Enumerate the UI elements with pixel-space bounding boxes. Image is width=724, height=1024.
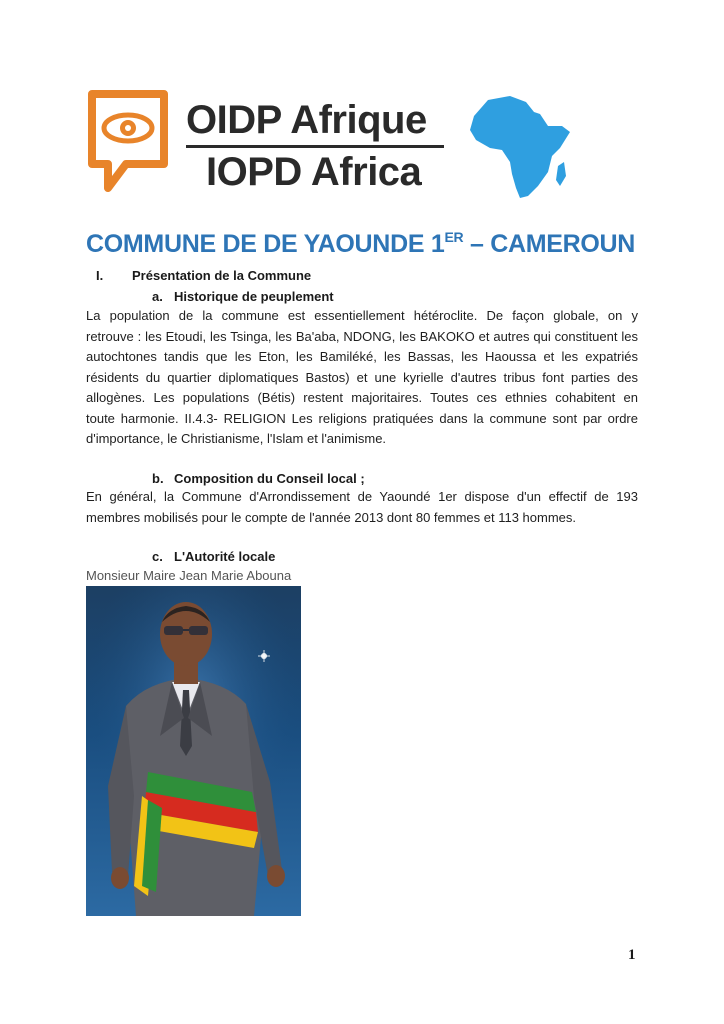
africa-map-icon (466, 92, 574, 202)
page-number: 1 (628, 947, 636, 963)
logo-title-english: IOPD Africa (206, 150, 422, 194)
eye-speech-bubble-icon (86, 88, 172, 196)
photo-caption: Monsieur Maire Jean Marie Abouna (86, 568, 292, 583)
text-line: toute harmonie. II.4.3- RELIGION Les religions pratiquées dans la commune sont par ordre (86, 410, 638, 426)
subsection-heading-c: c. L'Autorité locale (152, 549, 276, 564)
page-title: COMMUNE DE DE YAOUNDE 1ER – CAMEROUN (86, 229, 636, 258)
text-line: retrouve : les Etoudi, les Tsinga, les Ba'aba, NDONG, les BAKOKO et autres qui constituent les (86, 328, 638, 344)
section-title: Présentation de la Commune (132, 268, 312, 283)
subsection-heading-b: b. Composition du Conseil local ; (152, 471, 365, 486)
logo-title-french: OIDP Afrique (186, 98, 427, 142)
section-number: I. (96, 268, 104, 283)
mayor-portrait-illustration (86, 586, 301, 916)
text-line: La population de la commune est essentiellement hétéroclite. De façon globale, on y (86, 308, 638, 323)
mayor-photo (86, 586, 301, 916)
subsection-heading-a: a. Historique de peuplement (152, 289, 334, 304)
text-line: d'importance, le Christianisme, l'Islam et l'animisme. (86, 431, 387, 446)
logo-divider (186, 145, 444, 148)
historique-paragraph (86, 306, 638, 450)
text-line: résidents du quartier diplomatiques Bastos) et une kyrielle d'autres tribus font parties des (86, 369, 638, 385)
composition-paragraph (86, 487, 638, 528)
section-heading (96, 268, 311, 283)
text-line: autochtones tandis que les Eton, les Bamiléké, les Bassas, les Haoussa et les expatriés (86, 349, 638, 364)
text-line: allogènes. Les populations (Bétis) restent majoritaires. Toutes ces ethnies cohabitent en (86, 390, 638, 405)
text-line: membres mobilisés pour le compte de l'année 2013 dont 80 femmes et 113 hommes. (86, 509, 577, 525)
text-line: En général, la Commune d'Arrondissement de Yaoundé 1er dispose d'un effectif de 193 (86, 489, 638, 504)
logo-banner (86, 88, 580, 206)
